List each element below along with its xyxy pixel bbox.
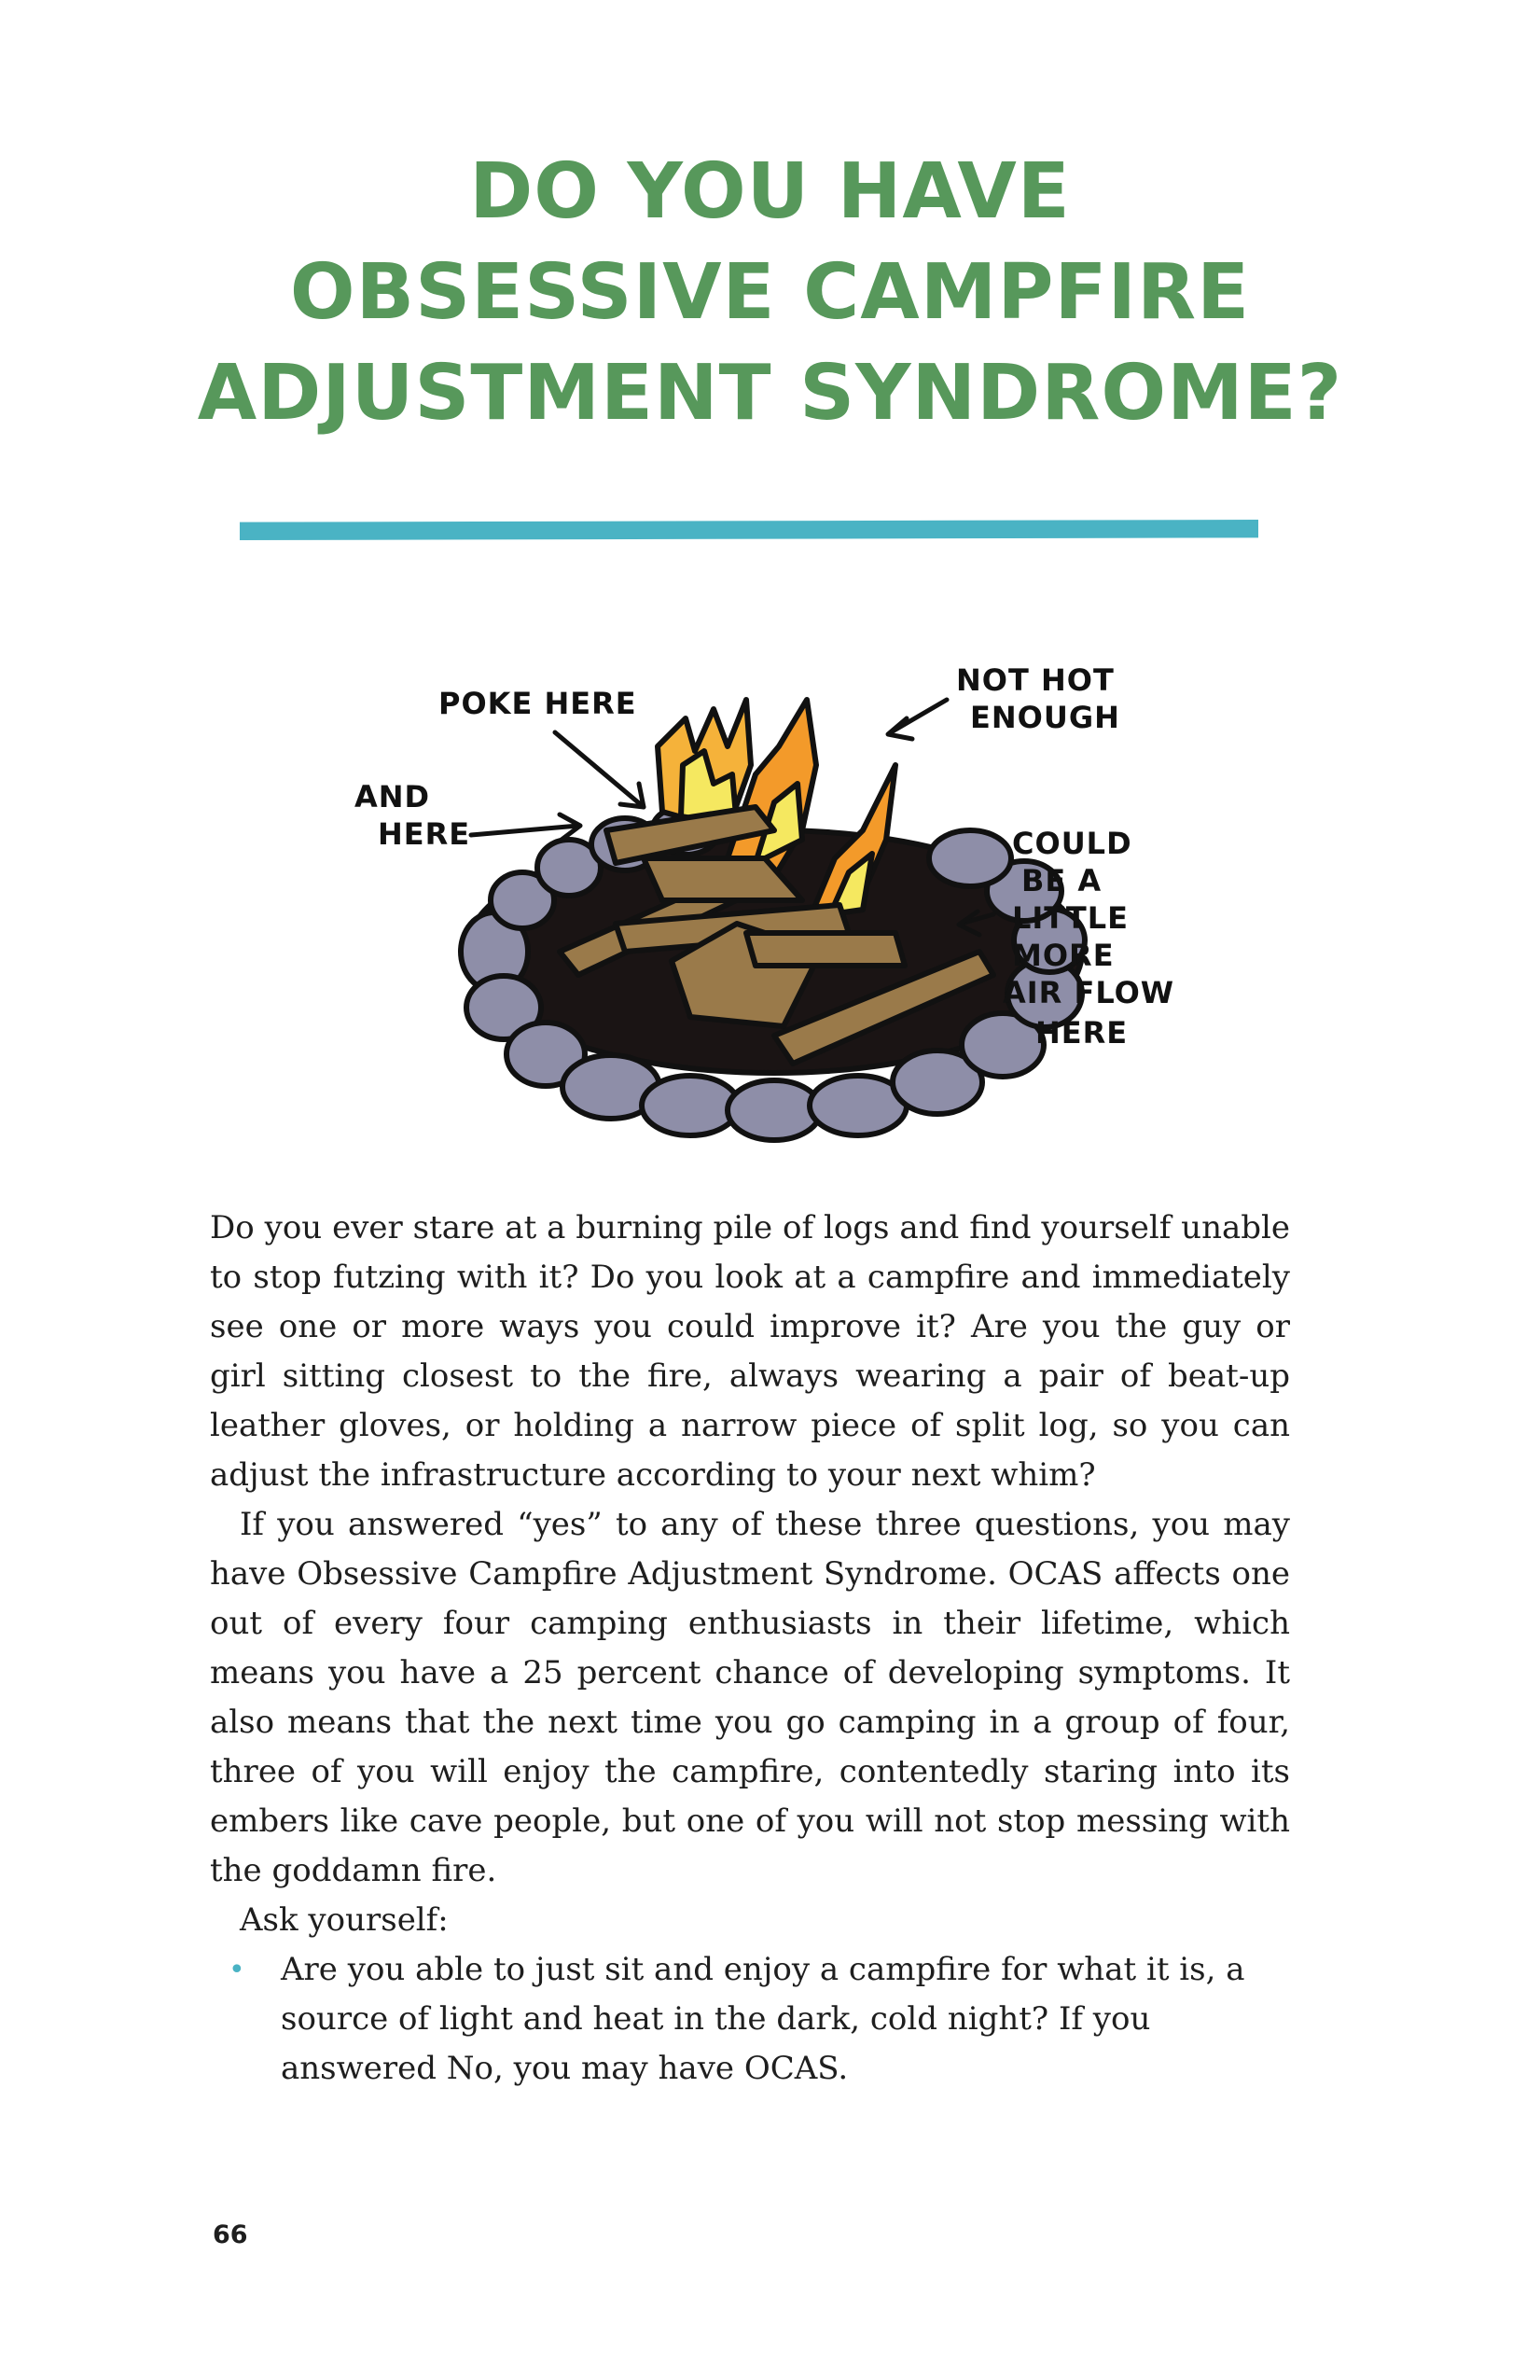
campfire-illustration bbox=[336, 644, 1213, 1148]
label-not-hot: NOT HOT bbox=[956, 662, 1115, 698]
title-line-3: ADJUSTMENT SYNDROME? bbox=[197, 349, 1343, 438]
label-airflow-6: HERE bbox=[1035, 1015, 1129, 1051]
label-airflow-3: LITTLE bbox=[1012, 900, 1129, 936]
question-list bbox=[210, 1945, 1290, 2094]
list-item: • Are you able to just sit and enjoy a campfire for what it is, a source of light and heat in the dark, cold night? If you answered No, you may have OCAS. bbox=[210, 1945, 1283, 2094]
title-line-2: OBSESSIVE CAMPFIRE bbox=[289, 248, 1251, 337]
label-poke-here: POKE HERE bbox=[438, 686, 637, 721]
paragraph-2: If you answered “yes” to any of these three questions, you may have Obsessive Campfire Adjustment Syndrome. OCAS affects one out of every four camping enthusiasts in their lifetime, which means you have a 25 percent chance of developing symptoms. It also means that the next time you go camping in a group of four, three of you will enjoy the campfire, contentedly staring into its embers like cave people, but one of you will not stop messing with the goddamn fire. bbox=[210, 1506, 1290, 1889]
page-title bbox=[140, 142, 1400, 444]
paragraph-1: Do you ever stare at a burning pile of logs and find yourself unable to stop futzing with it? Do you look at a campfire and immediately see one or more ways you could improve it? Are you the guy or girl sitting closest to the fire, always wearing a pair of beat-up leather gloves, or holding a narrow piece of split log, so you can adjust the infrastructure according to your next whim? bbox=[210, 1209, 1290, 1494]
page-number: 66 bbox=[213, 2220, 248, 2249]
paragraph-3: Ask yourself: bbox=[240, 1901, 449, 1939]
label-enough: ENOUGH bbox=[970, 700, 1120, 735]
label-here: HERE bbox=[378, 816, 471, 852]
label-and: AND bbox=[354, 779, 431, 814]
label-airflow-2: BE A bbox=[1021, 863, 1103, 898]
title-line-1: DO YOU HAVE bbox=[469, 147, 1071, 236]
label-airflow-4: MORE bbox=[1012, 938, 1115, 973]
label-airflow-1: COULD bbox=[1012, 826, 1132, 861]
article-body bbox=[210, 1204, 1290, 2094]
title-divider bbox=[240, 520, 1258, 540]
label-airflow-5: AIR FLOW bbox=[1003, 975, 1175, 1010]
